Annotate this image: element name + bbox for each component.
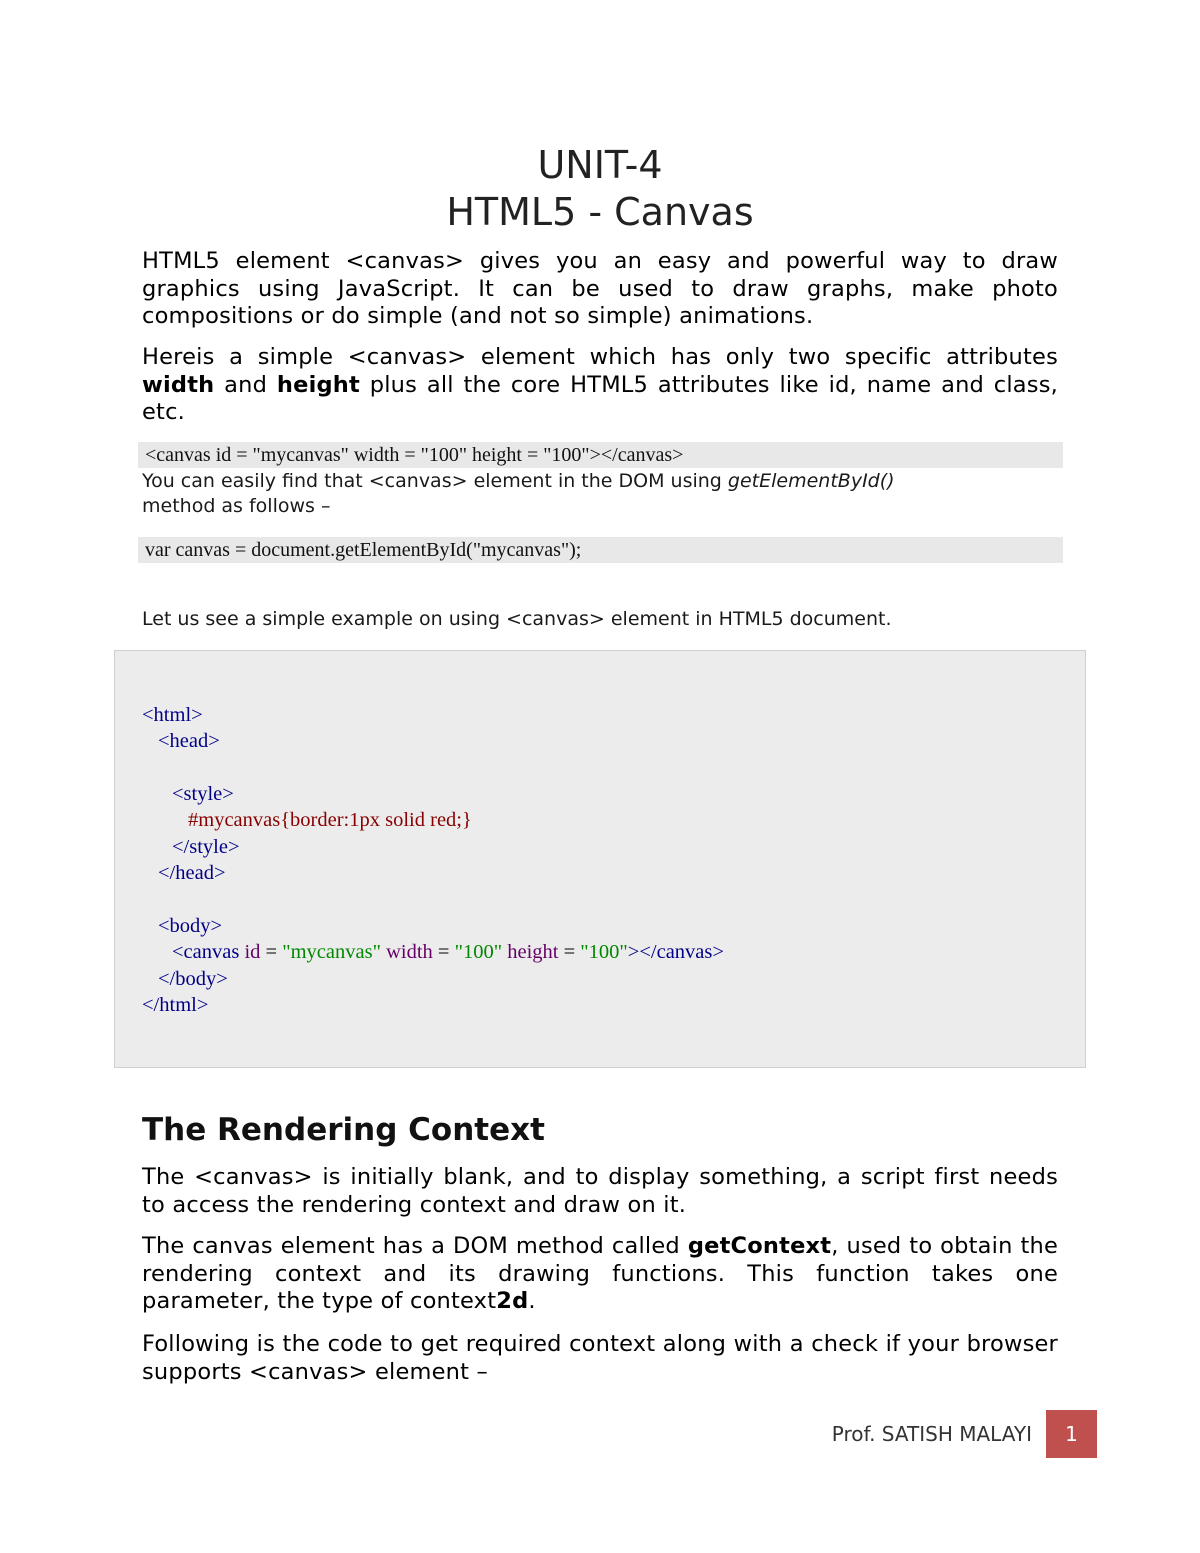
code-line-style-open: <style> — [172, 783, 234, 805]
canvas-tag-snippet: <canvas id = "mycanvas" width = "100" height = "100"></canvas> — [138, 442, 1063, 468]
canvas-attr-height: height — [502, 941, 559, 963]
rendering-context-paragraph: The <canvas> is initially blank, and to display something, a script first needs to access the rendering context and draw on it. — [142, 1164, 1058, 1218]
get-context-text-mid: , used to obtain the rendering context and its drawing functions. This function takes one parameter, the type of context — [142, 1233, 1058, 1314]
attributes-text-end: plus all the core HTML5 attributes like id, name and class, etc. — [142, 371, 1058, 425]
attributes-text-start: Hereis a simple <canvas> element which has only two specific attributes — [142, 344, 1058, 370]
height-attribute-label: height — [276, 371, 360, 398]
get-context-text-start: The canvas element has a DOM method called — [142, 1233, 688, 1259]
get-element-by-id-method: getElementById() — [727, 470, 895, 492]
context-type-2d: 2d — [496, 1288, 529, 1314]
canvas-val-height: "100" — [580, 941, 628, 963]
code-line-head-open: <head> — [158, 730, 220, 752]
canvas-eq-width: = — [432, 941, 455, 963]
footer-author: Prof. SATISH MALAYI — [831, 1422, 1032, 1446]
page-title: HTML5 - Canvas — [446, 190, 754, 234]
canvas-attr-id: id — [239, 941, 261, 963]
canvas-tag-close: ></canvas> — [627, 941, 724, 963]
canvas-eq-id: = — [260, 941, 283, 963]
example-intro-text: Let us see a simple example on using <canvas> element in HTML5 document. — [142, 608, 892, 630]
attributes-text-and: and — [214, 371, 277, 398]
code-example-block — [114, 650, 1086, 1068]
dom-access-text-start: You can easily find that <canvas> element in the DOM using — [142, 470, 728, 492]
dom-access-text — [142, 469, 1062, 495]
width-attribute-label: width — [142, 371, 215, 398]
code-line-css-rule: #mycanvas{border:1px solid red;} — [188, 809, 472, 831]
code-line-html-open: <html> — [142, 704, 203, 726]
canvas-val-width: "100" — [454, 941, 503, 963]
section-heading: The Rendering Context — [142, 1112, 545, 1148]
canvas-tag-open: <canvas — [172, 941, 240, 963]
canvas-attr-width: width — [380, 941, 433, 963]
dom-access-text-line2: method as follows – — [142, 495, 331, 517]
code-line-html-close: </html> — [142, 994, 209, 1016]
unit-title: UNIT-4 — [537, 143, 663, 187]
code-line-style-close: </style> — [172, 836, 240, 858]
attributes-paragraph — [142, 344, 1058, 427]
get-context-paragraph — [142, 1233, 1058, 1316]
code-line-body-close: </body> — [158, 968, 228, 990]
browser-support-paragraph: Following is the code to get required context along with a check if your browser supports <canvas> element – — [142, 1331, 1058, 1385]
canvas-eq-height: = — [558, 941, 581, 963]
code-line-body-open: <body> — [158, 915, 223, 937]
canvas-val-id: "mycanvas" — [282, 941, 381, 963]
get-context-method: getContext — [687, 1233, 832, 1259]
get-element-snippet: var canvas = document.getElementById("mycanvas"); — [138, 537, 1063, 563]
code-line-head-close: </head> — [158, 862, 226, 884]
page-number-badge: 1 — [1046, 1410, 1097, 1458]
intro-paragraph: HTML5 element <canvas> gives you an easy and powerful way to draw graphics using JavaScript. It can be used to draw graphs, make photo compositions or do simple (and not so simple) animations. — [142, 248, 1058, 329]
code-line-canvas-element — [172, 939, 724, 965]
get-context-text-end: . — [528, 1288, 536, 1314]
